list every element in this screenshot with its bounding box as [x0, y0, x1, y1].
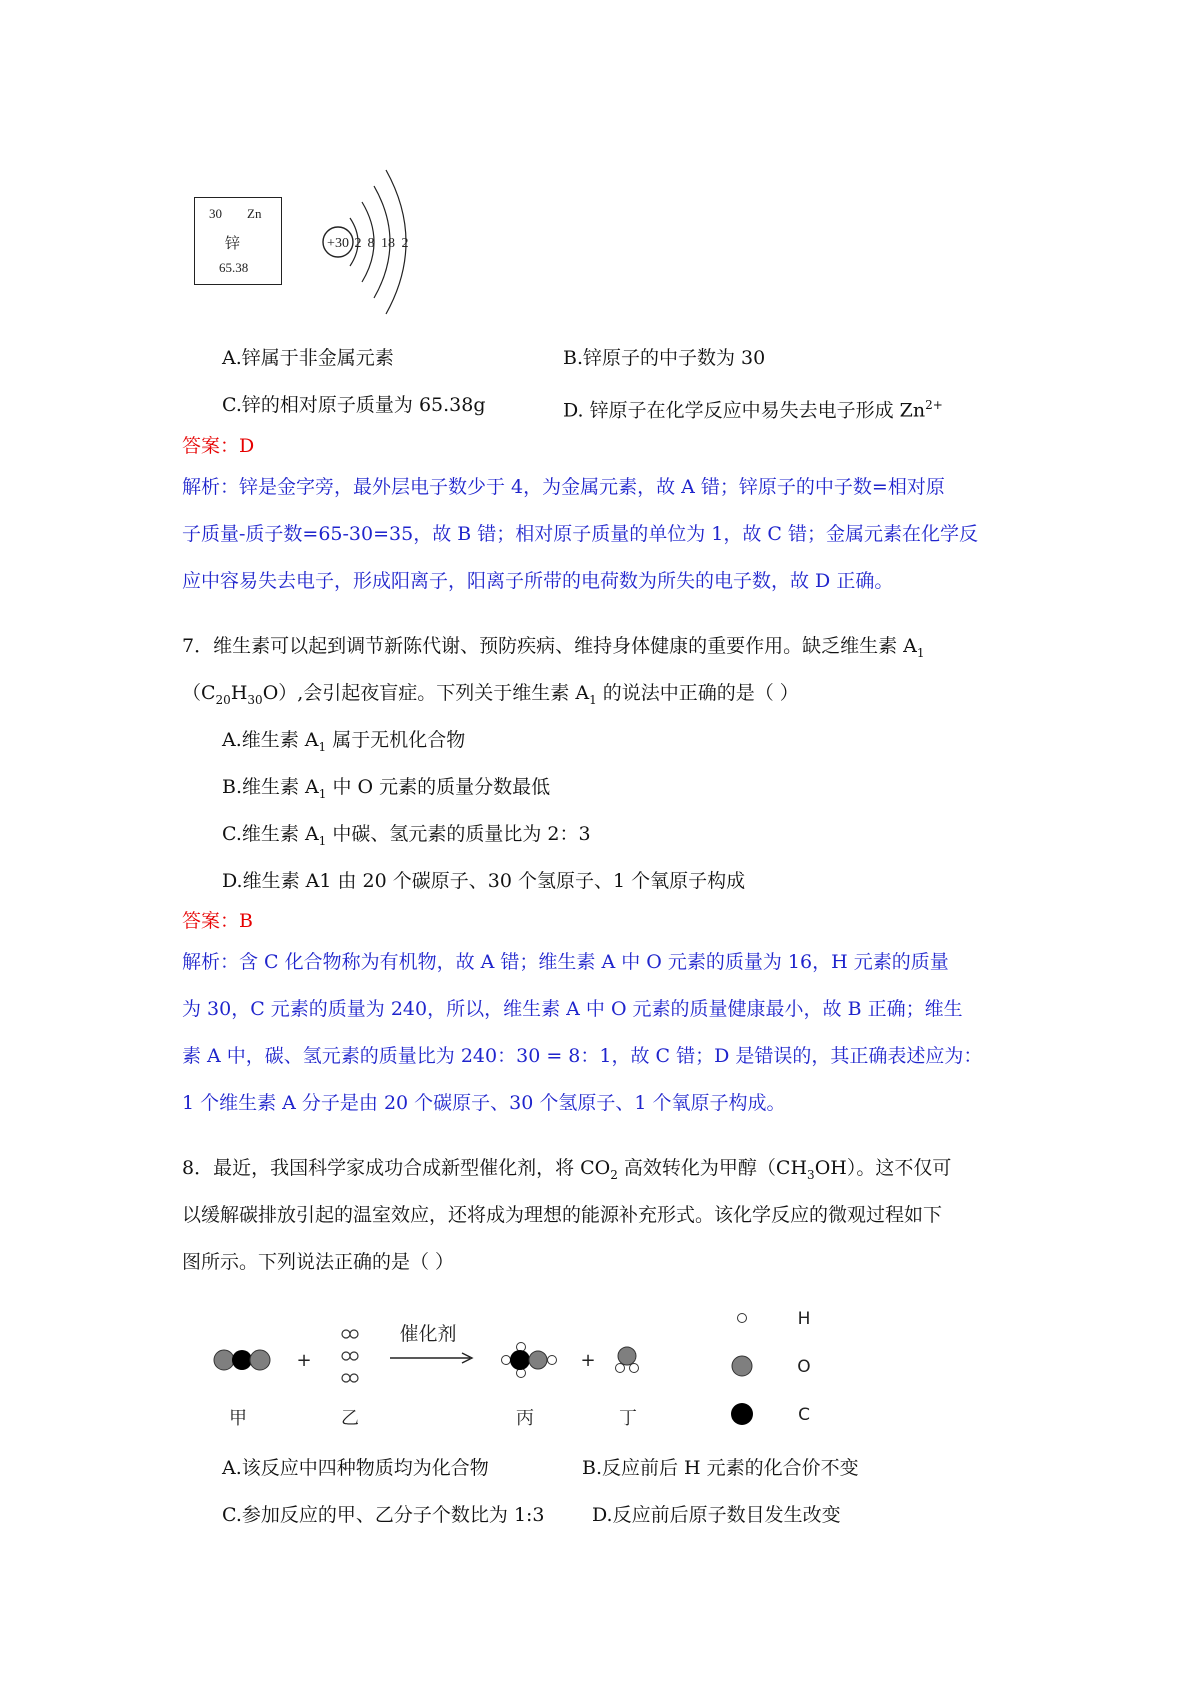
atomic-number: 30	[209, 206, 222, 221]
zinc-element-card	[194, 197, 282, 285]
q7-explanation-line-1: 解析：含 C 化合物称为有机物，故 A 错；维生素 A 中 O 元素的质量为 16，H 元素的质量	[182, 951, 949, 973]
legend-o-atom	[732, 1356, 752, 1376]
q7-option-c: C.维生素 $A_1$ 中碳、氢元素的质量比为 2：3	[222, 823, 591, 848]
q7-answer: 答案：B	[182, 910, 253, 932]
q6-explanation-line-1: 解析：锌是金字旁，最外层电子数少于 4，为金属元素，故 A 错；锌原子的中子数=相对原	[182, 476, 945, 498]
q7-option-d: D.维生素 A1 由 20 个碳原子、30 个氢原子、1 个氧原子构成	[222, 870, 746, 892]
shell-3-count: 18	[381, 236, 395, 251]
q8-stem-line-3: 图所示。下列说法正确的是（ ）	[182, 1251, 455, 1273]
q7-explanation-line-4: 1 个维生素 A 分子是由 20 个碳原子、30 个氢原子、1 个氧原子构成。	[182, 1092, 786, 1114]
q8-stem-line-1: 8．最近，我国科学家成功合成新型催化剂，将 $CO_2$ 高效转化为甲醇$(CH_3OH)$。这不仅可	[182, 1157, 952, 1182]
q6-option-d: D. 锌原子在化学反应中易失去电子形成 $Zn^{2+}$	[563, 398, 943, 422]
q7-stem-line-1: 7．维生素可以起到调节新陈代谢、预防疾病、维持身体健康的重要作用。缺乏维生素 $A_1$	[182, 635, 925, 660]
element-name: 锌	[225, 236, 241, 252]
q6-answer: 答案：D	[182, 435, 255, 457]
q8-option-a: A.该反应中四种物质均为化合物	[222, 1457, 489, 1479]
legend-h-atom	[738, 1314, 747, 1323]
q8-option-b: B.反应前后 H 元素的化合价不变	[582, 1457, 859, 1479]
molecule-ding	[616, 1347, 639, 1373]
q6-option-c: C.锌的相对原子质量为 65.38g	[222, 394, 486, 416]
catalyst-label: 催化剂	[399, 1323, 457, 1345]
q8-option-d: D.反应前后原子数目发生改变	[592, 1504, 841, 1526]
plus-sign-2: +	[580, 1350, 596, 1371]
plus-sign-1: +	[296, 1350, 312, 1371]
q6-explanation-line-3: 应中容易失去电子，形成阳离子，阳离子所带的电荷数为所失的电子数，故 D 正确。	[182, 570, 894, 592]
legend-c-label: C	[798, 1405, 810, 1425]
q7-explanation-line-3: 素 A 中，碳、氢元素的质量比为 240：30 = 8：1，故 C 错；D 是错误的，其正确表述应为：	[182, 1045, 983, 1067]
q6-explanation-line-2: 子质量-质子数=65-30=35，故 B 错；相对原子质量的单位为 1，故 C 错；金属元素在化学反	[182, 523, 978, 545]
element-symbol: Zn	[247, 206, 262, 221]
label-jia: 甲	[229, 1408, 247, 1429]
shell-2-count: 8	[367, 236, 375, 251]
legend-c-atom	[731, 1403, 753, 1425]
molecule-jia	[214, 1350, 270, 1370]
legend-o-label: O	[797, 1357, 811, 1377]
q6-option-a: A.锌属于非金属元素	[222, 347, 394, 369]
molecule-bing	[502, 1343, 557, 1378]
label-ding: 丁	[619, 1408, 637, 1429]
q7-stem-line-2: $(C_{20}H_{30}O)$,会引起夜盲症。下列关于维生素 $A_1$ 的说法中正确的是（ ）	[182, 682, 799, 707]
nucleus-charge: +30	[327, 236, 349, 251]
legend-h-label: H	[797, 1309, 811, 1329]
q7-explanation-line-2: 为 30，C 元素的质量为 240，所以，维生素 A 中 O 元素的质量健康最小，故 B 正确；维生	[182, 998, 963, 1020]
q8-stem-line-2: 以缓解碳排放引起的温室效应，还将成为理想的能源补充形式。该化学反应的微观过程如下	[182, 1204, 943, 1226]
shell-4-count: 2	[401, 236, 409, 251]
atomic-mass: 65.38	[219, 260, 249, 275]
q6-option-b: B.锌原子的中子数为 30	[563, 347, 766, 369]
q7-option-b: B.维生素 $A_1$ 中 O 元素的质量分数最低	[222, 776, 551, 801]
q7-option-a: A.维生素 $A_1$ 属于无机化合物	[222, 729, 466, 754]
q8-option-c: C.参加反应的甲、乙分子个数比为 1:3	[222, 1504, 545, 1526]
atom-legend	[720, 1300, 830, 1430]
label-bing: 丙	[516, 1408, 534, 1429]
molecule-yi	[342, 1330, 358, 1382]
zinc-atom-structure-diagram	[310, 160, 430, 320]
shell-1-count: 2	[354, 236, 362, 251]
label-yi: 乙	[341, 1408, 359, 1429]
